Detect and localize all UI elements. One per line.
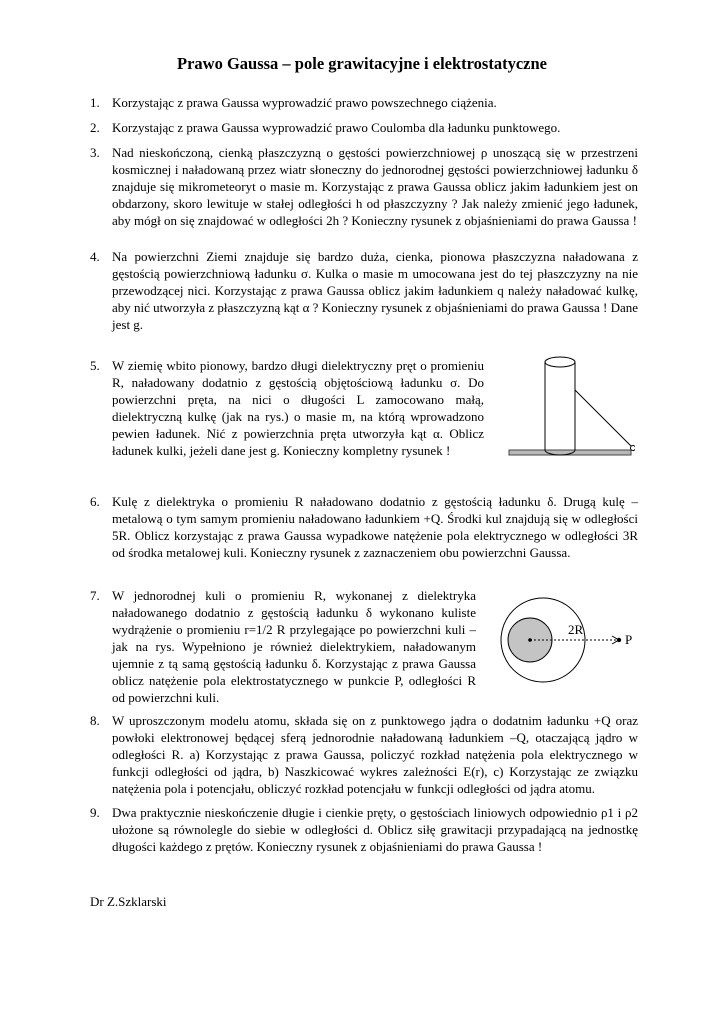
author-footer: Dr Z.Szklarski — [90, 894, 167, 909]
problem-text: W uproszczonym modelu atomu, składa się on z punktowego jądra o dodatnim ładunku +Q oraz powłoki elektronowej będącej sferą jednorodnie naładowaną ładunkiem –Q, otaczającą jądro w odległości R. a) Korzystając z prawa Gaussa, policzyć rozkład natężenia pola elektrycznego w funkcji odległości od jądra, b) Naszkicować wykres zależności E(r), c) Korzystając ze związku natężenia pola i potencjału, obliczyć rozkład potencjału w funkcji odległości od jądra atomu. — [112, 713, 638, 796]
problem-text: W jednorodnej kuli o promieniu R, wykonanej z dielektryka naładowanego dodatnio z gęstością ładunku δ wykonano kuliste wydrążenie o promieniu r=1/2 R przylegające po powierzchni kuli – jak na rys. Wypełniono je również dielektrykiem, naładowanym ujemnie z tą samą gęstością ładunku δ. Korzystając z prawa Gaussa oblicz natężenie pola elektrostatycznego w punkcie P, odległości R od powierzchni kuli. — [112, 588, 476, 705]
problem-number: 6. — [90, 494, 100, 509]
problem-text: Na powierzchni Ziemi znajduje się bardzo duża, cienka, pionowa płaszczyzna naładowana z gęstością powierzchniową ładunku σ. Kulka o masie m umocowana jest do tej płaszczyzny na nie przewodzącej nici. Korzystając z prawa Gaussa oblicz jakim ładunkiem q należy naładować kulkę, aby nić utworzyła z płaszczyzną kąt α ? Konieczny rysunek z objaśnieniami do prawa Gaussa ! Dane jest g. — [112, 249, 638, 332]
rod-diagram — [505, 350, 635, 462]
problem-number: 4. — [90, 249, 100, 264]
label-p: P — [625, 632, 633, 647]
problem-text: Nad nieskończoną, cienką płaszczyzną o gęstości powierzchniowej ρ unoszącą się w przestrzeni kosmicznej i naładowaną przez wiatr słoneczny do jednorodnej gęstości powierzchniowej ładunku δ znajduje się mikrometeoryt o masie m. Korzystając z prawa Gaussa oblicz jakim ładunkiem jest on obdarzony, skoro lewituje w stałej odległości h od płaszczyzny ? Jak należy zmienić jego ładunek, aby mógł on się znajdować w odległości 2h ? Konieczny rysunek z objaśnieniami do prawa Gaussa ! — [112, 145, 638, 228]
sphere-cavity-diagram — [488, 596, 638, 686]
problem-text: Korzystając z prawa Gaussa wyprowadzić prawo Coulomba dla ładunku punktowego. — [112, 120, 561, 135]
problem-number: 8. — [90, 713, 100, 728]
problem-text: Dwa praktycznie nieskończenie długie i cienkie pręty, o gęstościach liniowych odpowiednio ρ1 i ρ2 ułożone są równolegle do siebie w odległości d. Oblicz siłę grawitacji przypadającą na jednostkę długości każdego z prętów. Konieczny rysunek z objaśnieniami do prawa Gaussa ! — [112, 805, 638, 854]
problem-number: 1. — [90, 95, 100, 110]
problem-text: Kulę z dielektryka o promieniu R naładowano dodatnio z gęstością ładunku δ. Drugą kulę – metalową o tym samym promieniu naładowano ładunkiem +Q. Środki kul znajdują się w odległości 5R. Oblicz korzystając z prawa Gaussa wypadkowe natężenie pola elektrycznego w odległości 3R od środka metalowej kuli. Konieczny rysunek z zaznaczeniem obu powierzchni Gaussa. — [112, 494, 638, 560]
problem-text: W ziemię wbito pionowy, bardzo długi dielektryczny pręt o promieniu R, naładowany dodatnio z gęstością objętościową ładunku σ. Do powierzchni pręta, na nici o długości L zamocowano małą, dielektryczną kulkę (jak na rys.) o masie m, na którą wprowadzono pewien ładunek. Nić z powierzchnia pręta utworzyła kąt α. Oblicz ładunek kulki, jeżeli dane jest g. Konieczny kompletny rysunek ! — [112, 358, 484, 458]
problem-text: Korzystając z prawa Gaussa wyprowadzić prawo powszechnego ciążenia. — [112, 95, 497, 110]
problem-number: 2. — [90, 120, 100, 135]
problem-number: 3. — [90, 145, 100, 160]
problem-number: 5. — [90, 358, 100, 373]
label-2r: 2R — [568, 622, 584, 637]
problem-number: 7. — [90, 588, 100, 603]
problem-number: 9. — [90, 805, 100, 820]
page-title: Prawo Gaussa – pole grawitacyjne i elektrostatyczne — [177, 54, 547, 73]
